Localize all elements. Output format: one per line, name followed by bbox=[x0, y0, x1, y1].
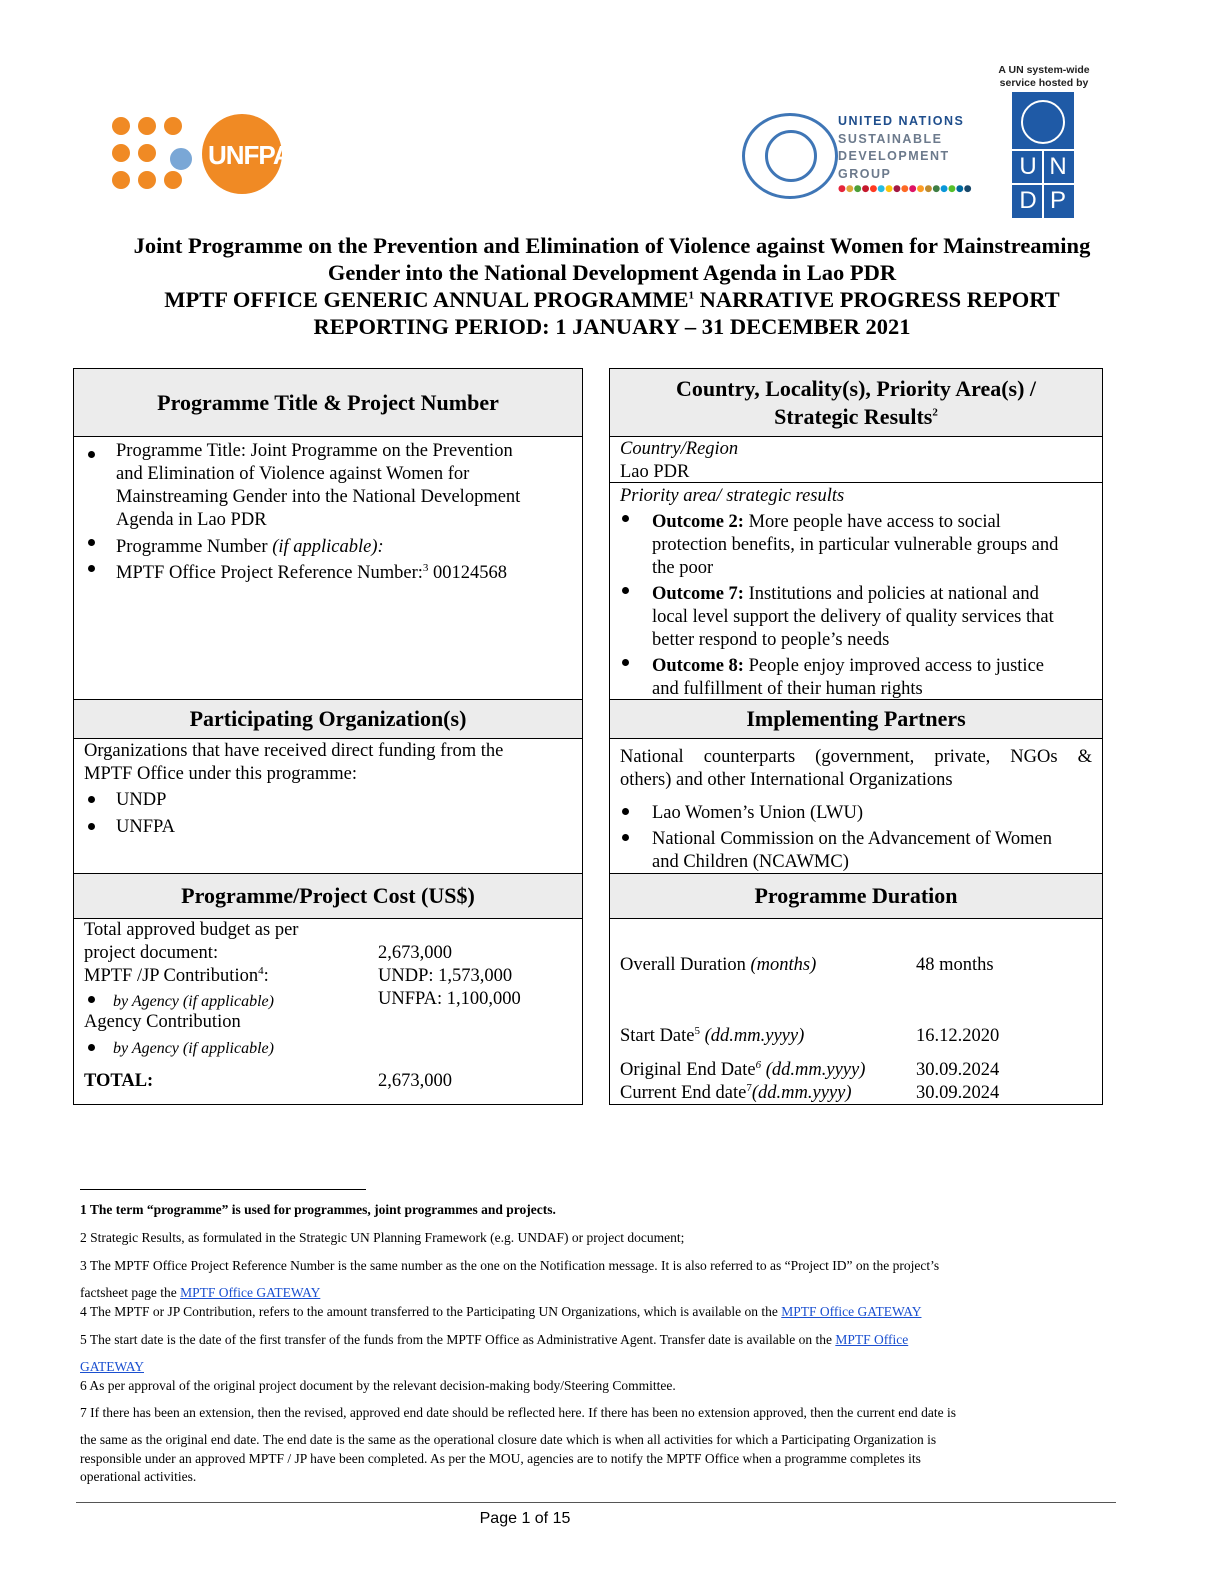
original-end-date-label: Original End Date$^6$ (dd.mm.yyyy) bbox=[620, 1058, 866, 1080]
country-label: Country/Region bbox=[620, 439, 739, 459]
mptf-gateway-link[interactable]: MPTF Office GATEWAY bbox=[781, 1304, 922, 1319]
budget-value: 2,673,000 bbox=[378, 943, 452, 963]
project-reference-number: MPTF Office Project Reference Number:$^3$ 00124568 bbox=[116, 561, 507, 583]
bullet-icon bbox=[622, 808, 629, 815]
org-undp: UNDP bbox=[116, 790, 167, 810]
contribution-label: MPTF /JP Contribution$^4$: bbox=[84, 964, 269, 986]
org-unfpa: UNFPA bbox=[116, 817, 175, 837]
mptf-gateway-link[interactable]: MPTF Office bbox=[835, 1332, 909, 1347]
priority-area-label: Priority area/ strategic results bbox=[620, 486, 845, 506]
footnote-5-cont bbox=[80, 1357, 1120, 1376]
mptf-gateway-link[interactable]: GATEWAY bbox=[80, 1359, 144, 1374]
partner-ncawmc: National Commission on the Advancement of Women and Children (NCAWMC) bbox=[652, 829, 1052, 872]
bullet-icon bbox=[622, 659, 629, 666]
programme-duration-box bbox=[609, 873, 1103, 1105]
footnote-3: 3 The MPTF Office Project Reference Number is the same number as the one on the Notification message. It is also referred to as “Project ID” on the project’s bbox=[80, 1258, 940, 1273]
unsdg-line-3: DEVELOPMENT bbox=[838, 149, 950, 163]
current-end-date-label: Current End date$^7$(dd.mm.yyyy) bbox=[620, 1081, 852, 1103]
undp-logo bbox=[1012, 92, 1074, 218]
country-value: Lao PDR bbox=[620, 462, 690, 482]
by-agency-label-2: by Agency (if applicable) bbox=[113, 1040, 274, 1057]
mptf-gateway-link[interactable]: MPTF Office GATEWAY bbox=[180, 1285, 321, 1300]
undp-hosted-note: A UN system-wide service hosted by bbox=[998, 64, 1090, 89]
bullet-icon bbox=[622, 587, 629, 594]
implementing-partners-box bbox=[609, 699, 1103, 874]
by-agency-label-1: by Agency (if applicable) bbox=[113, 993, 274, 1010]
programme-cost-heading: Programme/Project Cost (US$) bbox=[74, 874, 582, 919]
title-line-2: Gender into the National Development Agenda in Lao PDR bbox=[327, 260, 897, 285]
footnote-2: 2 Strategic Results, as formulated in the Strategic UN Planning Framework (e.g. UNDAF) or project document; bbox=[80, 1230, 685, 1245]
current-end-date-value: 30.09.2024 bbox=[916, 1083, 1000, 1103]
report-title bbox=[60, 232, 1164, 340]
agency-contribution-label: Agency Contribution bbox=[84, 1012, 241, 1032]
budget-label: Total approved budget as per project document: bbox=[84, 920, 299, 963]
bullet-icon bbox=[622, 834, 629, 841]
undp-letter-d: D bbox=[1019, 187, 1037, 214]
footnote-separator bbox=[80, 1189, 366, 1190]
programme-number: Programme Number (if applicable): bbox=[116, 537, 384, 557]
bullet-icon bbox=[88, 539, 95, 546]
footnote-4: 4 The MPTF or JP Contribution, refers to the amount transferred to the Participating UN Organizations, which is available on the MPTF Office GATEWAY bbox=[80, 1304, 922, 1319]
footnote-7-cont-1: the same as the original end date. The end date is the same as the operational closure date which is when all activities for which a Participating Organization is bbox=[80, 1432, 937, 1447]
page-footer-rule bbox=[76, 1502, 1116, 1503]
undp-contribution: UNDP: 1,573,000 bbox=[378, 966, 513, 986]
participating-intro: Organizations that have received direct funding from the MPTF Office under this programme: bbox=[84, 741, 504, 784]
unfpa-logo bbox=[202, 114, 291, 194]
unsdg-logo-text bbox=[838, 113, 964, 183]
sdg-color-dots-icon: ●●●●●●●●●●●●●●●●● bbox=[838, 184, 972, 194]
undp-letter-u: U bbox=[1019, 153, 1037, 180]
title-line-1: Joint Programme on the Prevention and Elimination of Violence against Women for Mainstreaming bbox=[133, 233, 1091, 258]
footnote-7-cont-2: responsible under an approved MPTF / JP have been completed. As per the MOU, agencies are to notify the MPTF Office when a programme completes its bbox=[80, 1451, 921, 1466]
country-priority-heading: Country, Locality(s), Priority Area(s) / Strategic Results$^2$ bbox=[610, 369, 1102, 437]
footnote-5: 5 The start date is the date of the first transfer of the funds from the MPTF Office as Administrative Agent. Transfer date is available on the MPTF Office bbox=[80, 1332, 909, 1347]
outcome-2: Outcome 2: More people have access to social protection benefits, in particular vulnerable groups and the poor bbox=[652, 512, 1059, 578]
footnote-1: 1 The term “programme” is used for programmes, joint programmes and projects. bbox=[80, 1202, 556, 1217]
overall-duration-value: 48 months bbox=[916, 955, 994, 975]
bullet-icon bbox=[88, 996, 95, 1003]
undp-letter-n: N bbox=[1049, 153, 1067, 180]
title-line-3: MPTF OFFICE GENERIC ANNUAL PROGRAMME$^1$ NARRATIVE PROGRESS REPORT bbox=[164, 287, 1060, 312]
implementing-intro: National counterparts (government, private, NGOs & others) and other International Organizations bbox=[620, 747, 1092, 790]
footnote-7-cont-3: operational activities. bbox=[80, 1469, 197, 1484]
footnote-3-cont: factsheet page the MPTF Office GATEWAY bbox=[80, 1285, 321, 1300]
start-date-label: Start Date$^5$ (dd.mm.yyyy) bbox=[620, 1024, 805, 1046]
bullet-icon bbox=[88, 823, 95, 830]
bullet-icon bbox=[622, 515, 629, 522]
un-emblem-icon bbox=[168, 146, 194, 172]
unsdg-line-1: UNITED NATIONS bbox=[838, 114, 965, 128]
undp-letter-p: P bbox=[1049, 187, 1066, 214]
reporting-period: REPORTING PERIOD: 1 JANUARY – 31 DECEMBER 2021 bbox=[313, 314, 911, 339]
unfpa-contribution: UNFPA: 1,100,000 bbox=[378, 989, 521, 1009]
original-end-date-value: 30.09.2024 bbox=[916, 1060, 1000, 1080]
participating-organizations-heading: Participating Organization(s) bbox=[74, 700, 582, 739]
unfpa-logo-text: UNFPA bbox=[208, 140, 291, 170]
programme-title-heading: Programme Title & Project Number bbox=[74, 369, 582, 437]
bullet-icon bbox=[88, 1044, 95, 1051]
overall-duration-label: Overall Duration (months) bbox=[620, 955, 817, 975]
unsdg-line-2: SUSTAINABLE bbox=[838, 131, 943, 146]
participating-organizations-box bbox=[73, 699, 583, 874]
bullet-icon bbox=[88, 451, 95, 458]
outcome-8: Outcome 8: People enjoy improved access to justice and fulfillment of their human rights bbox=[652, 656, 1044, 699]
programme-duration-heading: Programme Duration bbox=[610, 874, 1102, 919]
outcome-7: Outcome 7: Institutions and policies at national and local level support the delivery of quality services that better respond to people’s needs bbox=[652, 584, 1054, 650]
total-value: 2,673,000 bbox=[378, 1071, 452, 1091]
footnote-7: 7 If there has been an extension, then the revised, approved end date should be reflected here. If there has been no extension approved, then the current end date is bbox=[80, 1405, 957, 1420]
partner-lwu: Lao Women’s Union (LWU) bbox=[652, 803, 864, 823]
bullet-icon bbox=[88, 796, 95, 803]
un-globe-icon bbox=[742, 113, 838, 199]
programme-title-text: Programme Title: Joint Programme on the Prevention and Elimination of Violence against Women for Mainstreaming Gender into the National Development Agenda in Lao PDR bbox=[116, 441, 521, 530]
start-date-value: 16.12.2020 bbox=[916, 1026, 1000, 1046]
footnote-6: 6 As per approval of the original project document by the relevant decision-making body/Steering Committee. bbox=[80, 1378, 676, 1393]
programme-cost-box bbox=[73, 873, 583, 1105]
implementing-partners-heading: Implementing Partners bbox=[610, 700, 1102, 739]
programme-title-box bbox=[73, 368, 583, 700]
page-number: Page 1 of 15 bbox=[479, 1510, 571, 1527]
country-priority-box bbox=[609, 368, 1103, 700]
undp-globe-icon bbox=[1021, 100, 1065, 144]
bullet-icon bbox=[88, 565, 95, 572]
total-label: TOTAL: bbox=[84, 1071, 154, 1091]
unsdg-line-4: GROUP bbox=[838, 166, 892, 181]
